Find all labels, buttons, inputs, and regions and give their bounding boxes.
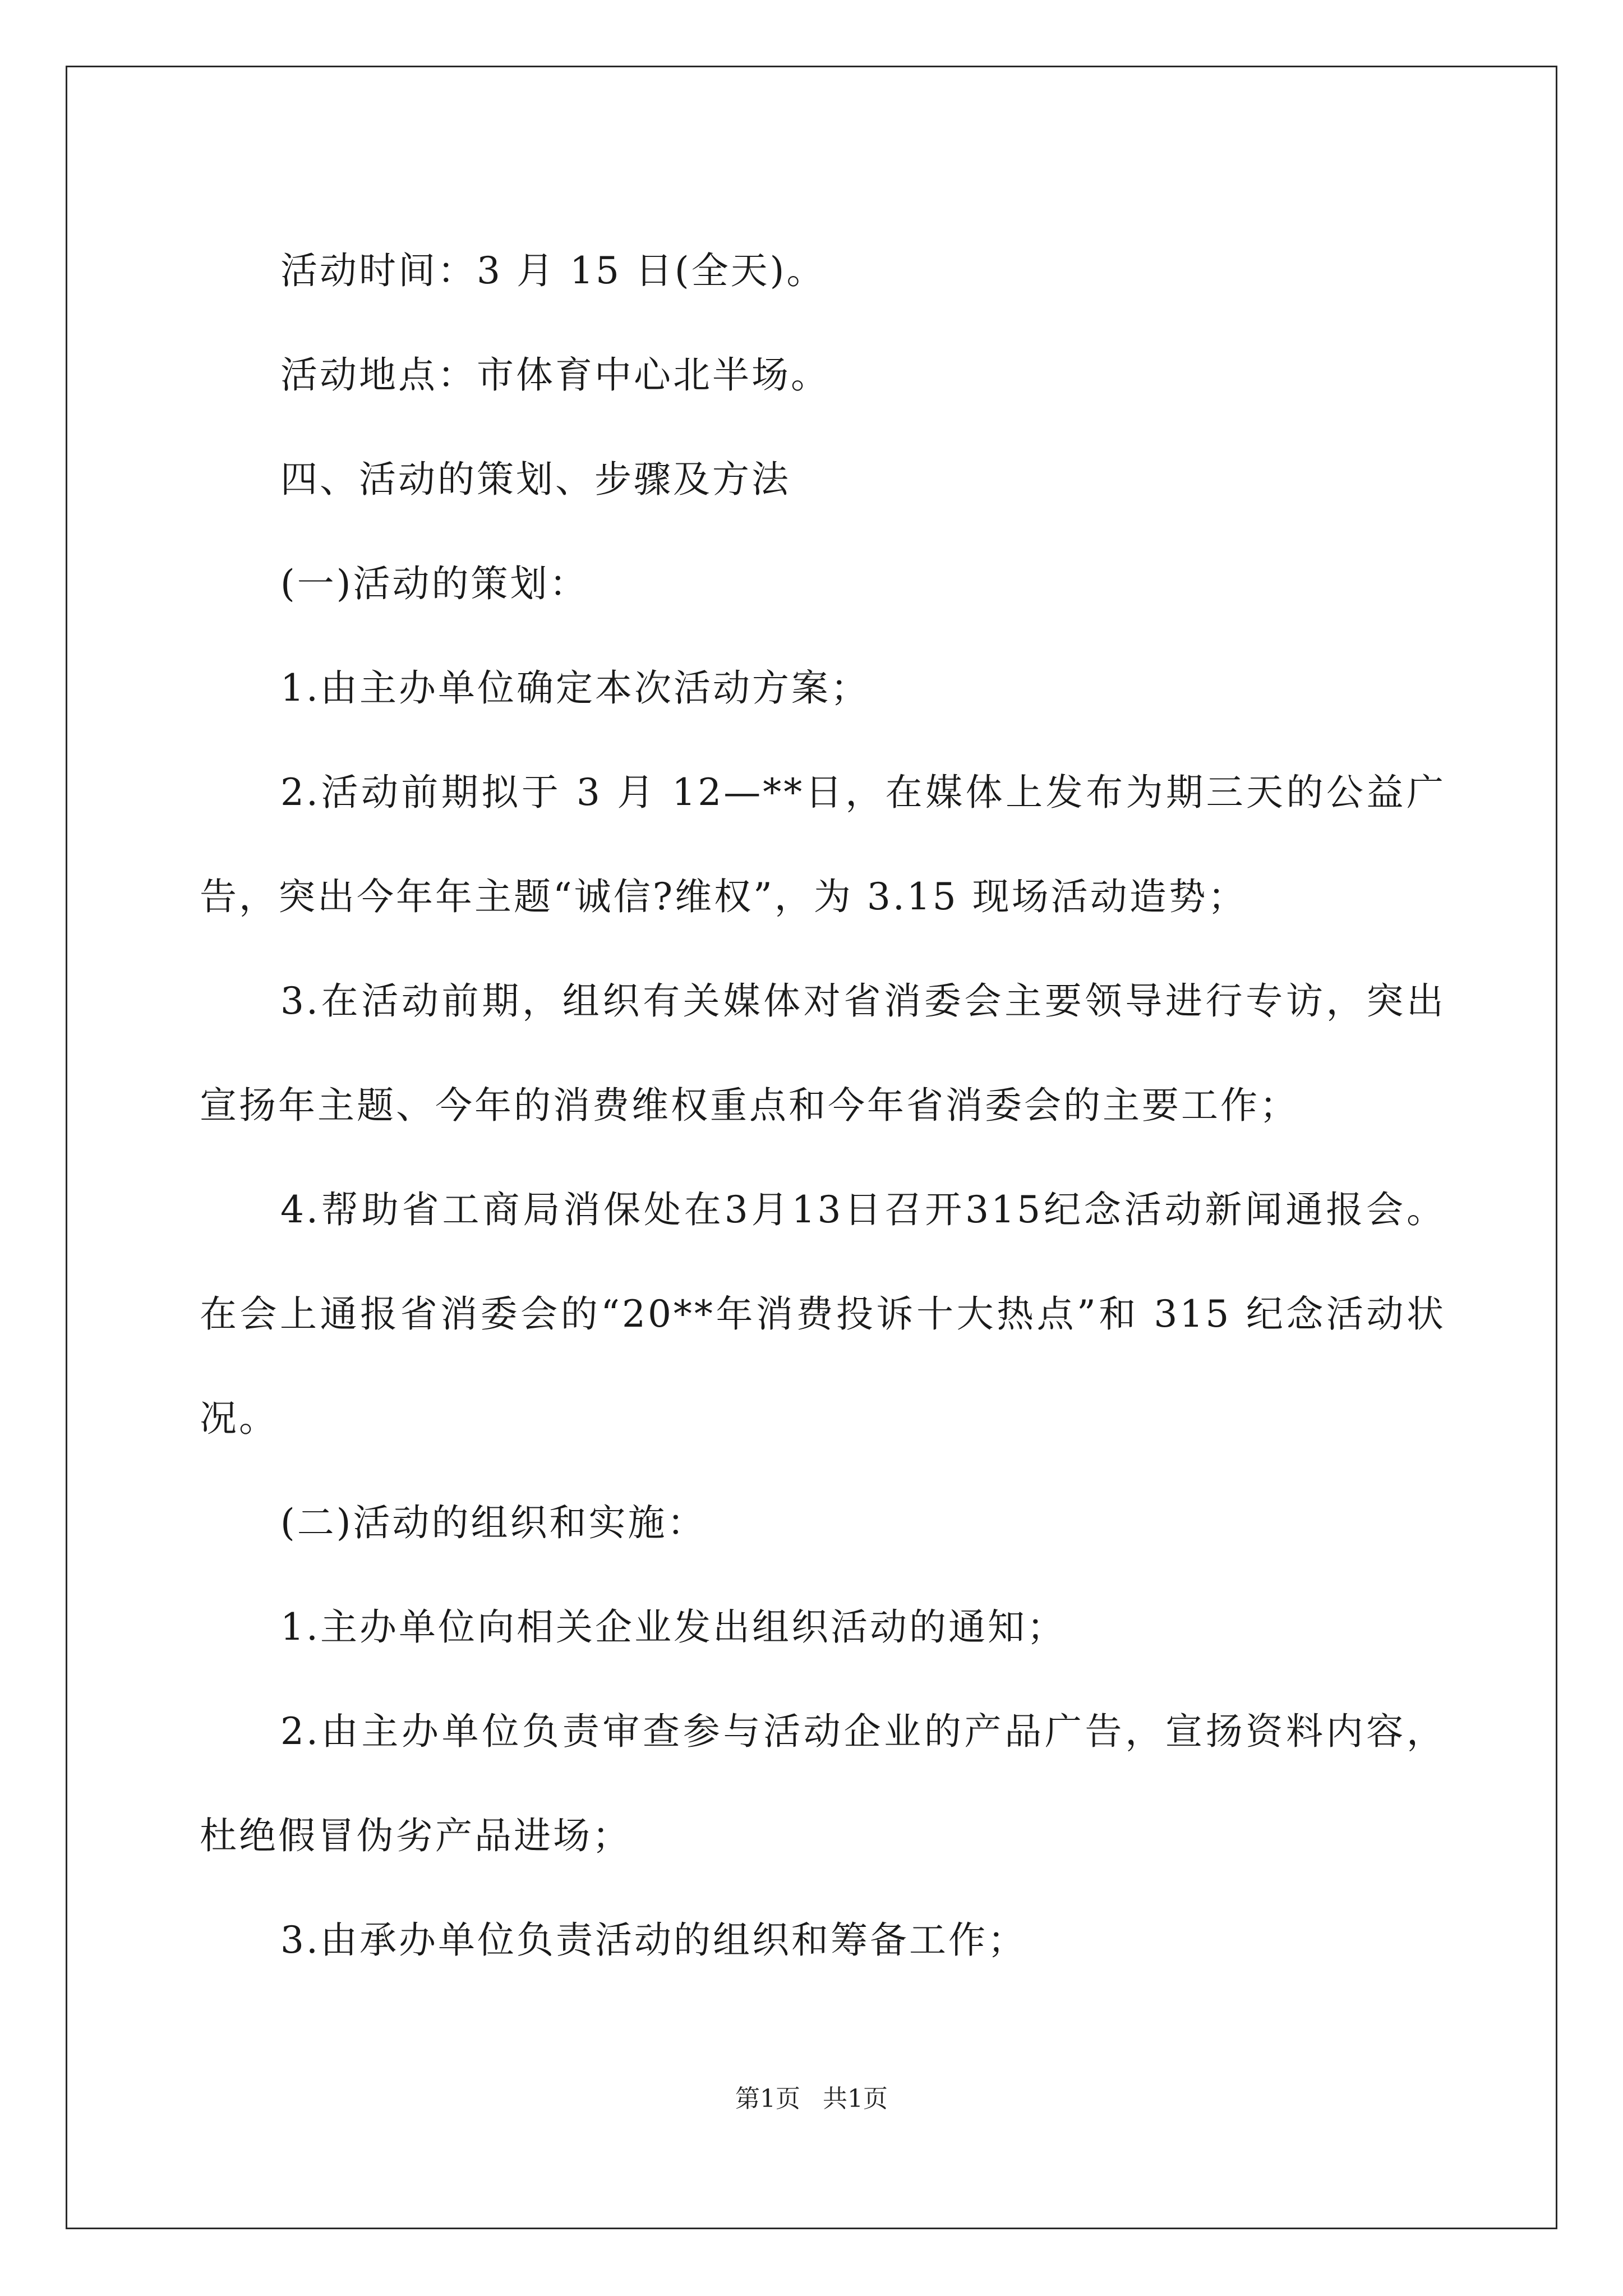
paragraph-activity-location: 活动地点：市体育中心北半场。 xyxy=(280,353,830,397)
list-item-planning-4: 4.帮助省工商局消保处在3月13日召开315纪念活动新闻通报会。在会上通报省消委会的“20**年消费投诉十大热点”和 315 纪念活动状况。 xyxy=(200,1188,1446,1440)
list-item-planning-2: 2.活动前期拟于 3 月 12—**日，在媒体上发布为期三天的公益广告，突出今年年主题“诚信?维权”，为 3.15 现场活动造势； xyxy=(200,771,1446,918)
list-item-planning-1: 1.由主办单位确定本次活动方案； xyxy=(280,666,870,710)
list-item-organization-1: 1.主办单位向相关企业发出组织活动的通知； xyxy=(280,1605,1066,1649)
page-footer xyxy=(0,2082,1623,2116)
list-item-organization-3: 3.由承办单位负责活动的组织和筹备工作； xyxy=(280,1918,1027,1962)
page-number-total: 共1页 xyxy=(823,2085,888,2113)
list-item-organization-2: 2.由主办单位负责审查参与活动企业的产品广告，宣扬资料内容，杜绝假冒伪劣产品进场； xyxy=(200,1710,1446,1857)
subsection-heading-organization: (二)活动的组织和实施： xyxy=(280,1501,707,1544)
page-number-current: 第1页 xyxy=(735,2085,800,2113)
section-heading-plan-steps-methods: 四、活动的策划、步骤及方法 xyxy=(280,458,791,501)
document-body xyxy=(200,219,1446,1993)
list-item-planning-3: 3.在活动前期，组织有关媒体对省消委会主要领导进行专访，突出宣扬年主题、今年的消费维权重点和今年省消委会的主要工作； xyxy=(200,979,1446,1127)
subsection-heading-planning: (一)活动的策划： xyxy=(280,562,589,605)
paragraph-activity-time: 活动时间：3 月 15 日(全天)。 xyxy=(280,249,826,292)
